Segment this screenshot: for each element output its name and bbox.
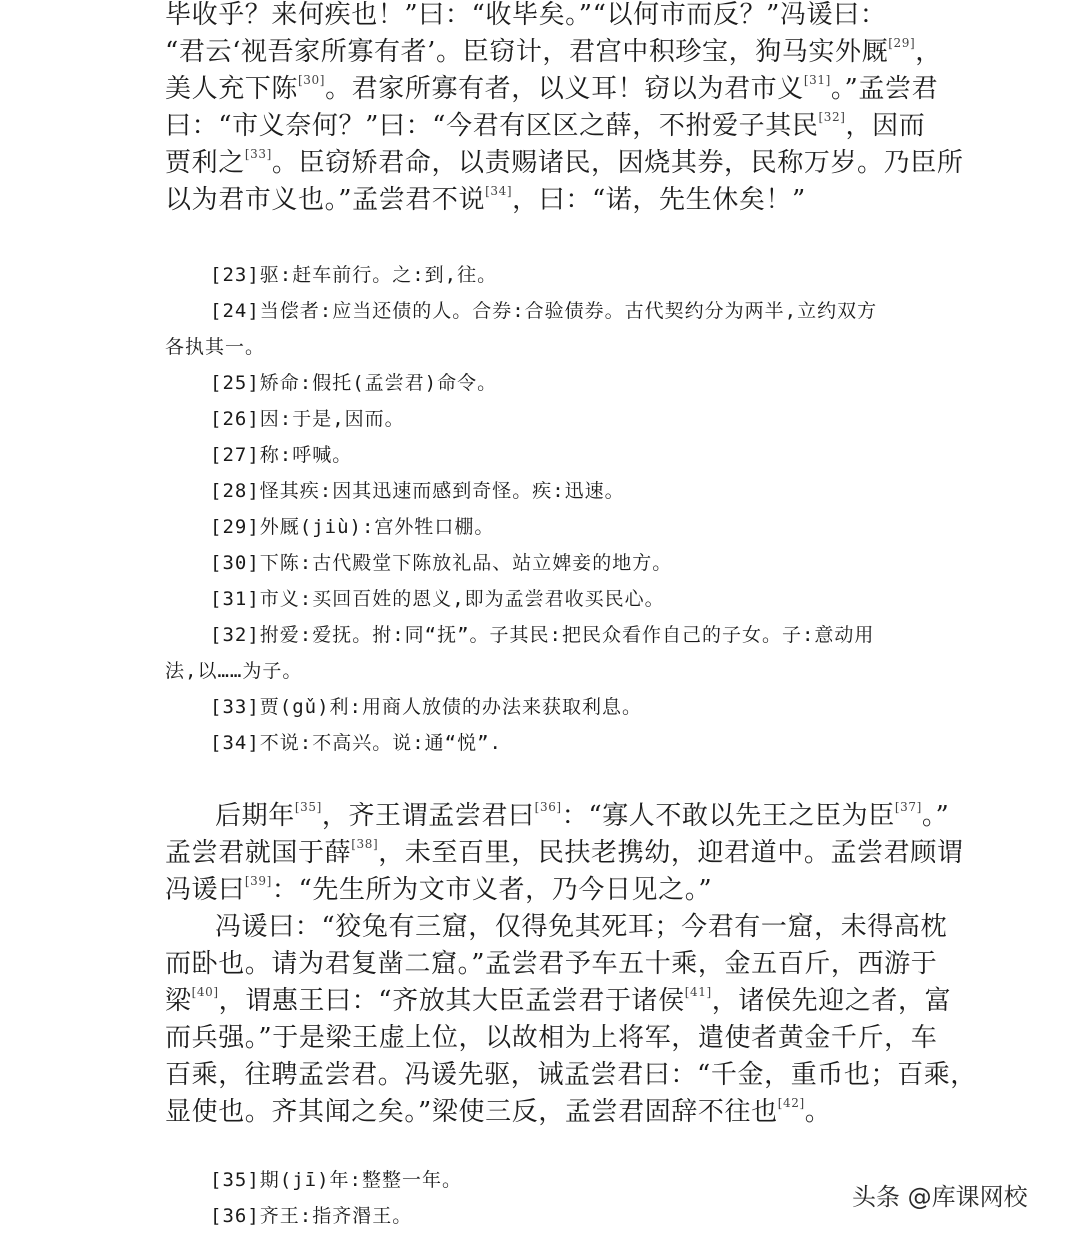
footnote-ref: [37] [894, 800, 922, 814]
footnote-ref: [40] [191, 985, 219, 999]
annotation-item: [24]当偿者:应当还债的人。合券:合验债券。古代契约分为两半,立约双方 [210, 300, 878, 322]
text-line: 孟尝君就国于薛[38]，未至百里，民扶老携幼，迎君道中。孟尝君顾谓 [165, 837, 964, 868]
text-line: 后期年[35]，齐王谓孟尝君曰[36]：“寡人不敢以先王之臣为臣[37]。” [215, 800, 950, 831]
footnote-ref: [31] [803, 73, 831, 87]
text-line: 曰：“市义奈何？”曰：“今君有区区之薛，不拊爱子其民[32]，因而 [165, 110, 926, 141]
text-line: 毕收乎？来何疾也！”曰：“收毕矣。”“以何市而反？”冯谖曰： [165, 0, 887, 30]
text-line: 美人充下陈[30]。君家所寡有者，以义耳！窃以为君市义[31]。”孟尝君 [165, 73, 939, 104]
text-line: 百乘，往聘孟尝君。冯谖先驱，诫孟尝君曰：“千金，重币也；百乘， [165, 1060, 977, 1090]
annotation-item: [36]齐王:指齐湣王。 [210, 1205, 413, 1227]
text-line: 而卧也。请为君复凿二窟。”孟尝君予车五十乘，金五百斤，西游于 [165, 949, 938, 979]
watermark: 头条 @库课网校 [852, 1183, 1028, 1211]
footnote-ref: [35] [294, 800, 322, 814]
footnote-ref: [38] [351, 837, 379, 851]
annotation-item: [33]贾(gǔ)利:用商人放债的办法来获取利息。 [210, 696, 642, 718]
footnote-ref: [39] [244, 874, 272, 888]
text-line: 梁[40]，谓惠王曰：“齐放其大臣孟尝君于诸侯[41]，诸侯先迎之者，富 [165, 985, 952, 1016]
annotation-item: [34]不说:不高兴。说:通“悦”. [210, 732, 502, 754]
footnote-ref: [30] [298, 73, 326, 87]
text-line: 冯谖曰：“狡兔有三窟，仅得免其死耳；今君有一窟，未得高枕 [215, 912, 948, 942]
passage-2 [165, 798, 977, 1131]
footnote-ref: [34] [485, 184, 513, 198]
annotation-continuation: 各执其一。 [165, 336, 266, 358]
text-line: 贾利之[33]。臣窃矫君命，以责赐诸民，因烧其券，民称万岁。乃臣所 [165, 147, 964, 178]
annotation-item: [27]称:呼喊。 [210, 444, 353, 466]
annotation-item: [29]外厩(jiù):宫外牲口棚。 [210, 516, 495, 538]
annotation-item: [26]因:于是,因而。 [210, 408, 405, 430]
footnote-ref: [32] [818, 110, 846, 124]
text-line: 冯谖曰[39]：“先生所为文市义者，乃今日见之。” [165, 874, 713, 905]
annotation-item: [32]拊爱:爱抚。拊:同“抚”。子其民:把民众看作自己的子女。子:意动用 [210, 624, 875, 646]
annotation-item: [35]期(jī)年:整整一年。 [210, 1169, 462, 1191]
footnote-ref: [42] [777, 1096, 805, 1110]
annotation-item: [31]市义:买回百姓的恩义,即为孟尝君收买民心。 [210, 588, 665, 610]
annotation-item: [23]驱:赶车前行。之:到,往。 [210, 264, 498, 286]
annotation-item: [25]矫命:假托(孟尝君)命令。 [210, 372, 498, 394]
annotation-item: [30]下陈:古代殿堂下陈放礼品、站立婢妾的地方。 [210, 552, 673, 574]
passage-1 [165, 0, 964, 219]
footnote-ref: [33] [244, 147, 272, 161]
footnote-ref: [36] [534, 800, 562, 814]
footnote-ref: [29] [888, 36, 916, 50]
annotation-continuation: 法,以……为子。 [165, 660, 303, 682]
annotations-1 [165, 257, 917, 761]
text-line: 以为君市义也。”孟尝君不说[34]，曰：“诺，先生休矣！” [165, 184, 806, 215]
footnote-ref: [41] [684, 985, 712, 999]
annotation-item: [28]怪其疾:因其迅速而感到奇怪。疾:迅速。 [210, 480, 625, 502]
annotations-2 [165, 1162, 917, 1234]
text-line: 而兵强。”于是梁王虚上位，以故相为上将军，遣使者黄金千斤，车 [165, 1023, 938, 1053]
text-line: “君云‘视吾家所寡有者’。臣窃计，君宫中积珍宝，狗马实外厩[29]， [165, 36, 942, 67]
text-line: 显使也。齐其闻之矣。”梁使三反，孟尝君固辞不往也[42]。 [165, 1096, 832, 1127]
